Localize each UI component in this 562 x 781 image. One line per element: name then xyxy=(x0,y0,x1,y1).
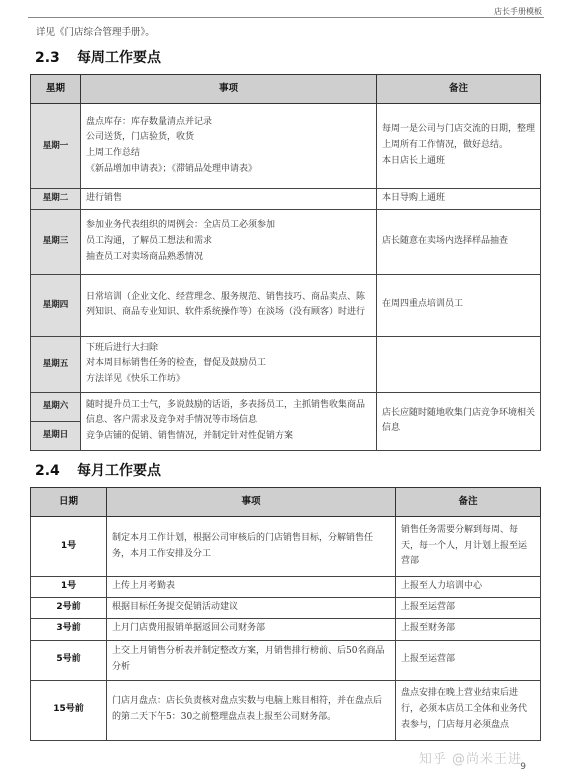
notes-cell xyxy=(396,680,541,740)
table-row xyxy=(31,597,541,618)
table-row xyxy=(31,209,541,274)
watermark: 知乎 @尚米王进 xyxy=(418,752,522,767)
day-cell: 星期日 xyxy=(31,421,81,450)
weekly-heading-title: 每周工作要点 xyxy=(77,50,161,66)
items-cell xyxy=(107,680,396,740)
notes-cell xyxy=(377,336,541,392)
weekly-header-row xyxy=(31,75,541,104)
note-line: 上报至运营部 xyxy=(401,601,456,612)
monthly-header-row xyxy=(31,488,541,517)
monthly-heading xyxy=(35,460,161,480)
table-row xyxy=(31,336,541,392)
table-row xyxy=(31,104,541,189)
item-line: 上月门店费用报销单据返回公司财务部 xyxy=(112,623,266,634)
item-line: 《新品增加申请表》；《滞销品处理申请表》 xyxy=(86,163,258,174)
date-cell: 5号前 xyxy=(31,640,107,680)
running-header: 店长手册模板 xyxy=(494,7,542,16)
table-row xyxy=(31,517,541,577)
page-number: 9 xyxy=(520,762,526,772)
weekly-col-items: 事项 xyxy=(81,75,377,104)
note-line: 销售任务需要分解到每周、每天，每一个人，月计划上报至运营部 xyxy=(401,524,528,567)
item-line: 制定本月工作计划，根据公司审核后的门店销售目标，分解销售任务，本月工作安排及分工 xyxy=(112,532,374,559)
items-cell xyxy=(107,640,396,680)
item-line: 上周工作总结 xyxy=(86,148,141,158)
weekly-heading xyxy=(35,47,161,67)
items-cell xyxy=(81,104,377,189)
day-cell: 星期六 xyxy=(31,392,81,421)
day-cell: 星期二 xyxy=(31,189,81,210)
weekly-col-day: 星期 xyxy=(31,75,81,104)
note-line: 上报至人力培训中心 xyxy=(401,581,483,591)
table-row xyxy=(31,189,541,210)
item-line: 门店月盘点：店长负责核对盘点实数与电脑上账目相符，并在盘点后的第二天下午5：30之前整理盘点表上报至公司财务部。 xyxy=(112,696,383,722)
notes-cell xyxy=(396,517,541,577)
item-line: 上交上月销售分析表并制定整改方案，月销售排行榜前、后50名商品分析 xyxy=(112,646,385,672)
item-line: 根据目标任务提交促销活动建议 xyxy=(112,601,239,612)
monthly-heading-number: 2.4 xyxy=(35,463,60,479)
item-line: 公司送货，门店验货，收货 xyxy=(86,132,195,143)
items-cell xyxy=(107,577,396,598)
date-cell: 1号 xyxy=(31,517,107,577)
monthly-col-notes: 备注 xyxy=(396,488,541,517)
table-row xyxy=(31,392,541,421)
table-row xyxy=(31,274,541,336)
weekly-col-notes: 备注 xyxy=(377,75,541,104)
note-line: 盘点安排在晚上营业结束后进行，必须本店员工全体和业务代表参与，门店每月必须盘点 xyxy=(401,688,528,730)
note-line: 店长应随时随地收集门店竞争环境相关信息 xyxy=(382,407,536,434)
notes-cell xyxy=(396,577,541,598)
notes-cell xyxy=(377,392,541,450)
items-cell xyxy=(81,209,377,274)
weekly-heading-number: 2.3 xyxy=(35,50,60,66)
note-line: 每周一是公司与门店交流的日期，整理上周所有工作情况，做好总结。 xyxy=(382,124,536,151)
items-cell xyxy=(107,517,396,577)
items-cell xyxy=(107,597,396,618)
monthly-table xyxy=(30,487,541,741)
notes-cell xyxy=(377,274,541,336)
item-line: 日常培训（企业文化、经营理念、服务规范、销售技巧、商品卖点、陈列知识、商品专业知识、软件系统操作等）在淡场（没有顾客）时进行 xyxy=(86,291,366,318)
notes-cell xyxy=(377,104,541,189)
notes-cell xyxy=(396,618,541,640)
day-cell: 星期五 xyxy=(31,336,81,392)
note-line: 在周四重点培训员工 xyxy=(382,299,464,310)
day-cell: 星期四 xyxy=(31,274,81,336)
notes-cell xyxy=(396,640,541,680)
item-line: 员工沟通，了解员工想法和需求 xyxy=(86,235,213,246)
items-cell xyxy=(107,618,396,640)
item-line: 参加业务代表组织的周例会：全店员工必须参加 xyxy=(86,220,276,231)
item-line: 竞争店铺的促销、销售情况，并制定针对性促销方案 xyxy=(86,431,294,442)
items-cell xyxy=(81,274,377,336)
monthly-heading-title: 每月工作要点 xyxy=(77,463,161,479)
items-cell xyxy=(81,392,377,450)
item-line: 抽查员工对卖场商品熟悉情况 xyxy=(86,251,204,262)
note-line: 店长随意在卖场内选择样品抽查 xyxy=(382,235,509,246)
day-cell: 星期三 xyxy=(31,209,81,274)
note-line: 上报至财务部 xyxy=(401,623,456,634)
items-cell xyxy=(81,336,377,392)
date-cell: 15号前 xyxy=(31,680,107,740)
item-line: 下班后进行大扫除 xyxy=(86,342,159,353)
item-line: 随时提升员工士气，多说鼓励的话语，多表扬员工，主抓销售收集商品信息、客户需求及竞争对手情况等市场信息 xyxy=(86,399,366,426)
header-rule xyxy=(28,17,544,18)
note-line: 上报至运营部 xyxy=(401,654,456,665)
item-line: 方法详见《快乐工作坊》 xyxy=(86,374,186,385)
weekly-table xyxy=(30,74,541,451)
item-line: 上传上月考勤表 xyxy=(112,581,176,591)
date-cell: 3号前 xyxy=(31,618,107,640)
monthly-col-items: 事项 xyxy=(107,488,396,517)
date-cell: 2号前 xyxy=(31,597,107,618)
table-row xyxy=(31,577,541,598)
monthly-col-date: 日期 xyxy=(31,488,107,517)
notes-cell xyxy=(377,189,541,210)
note-line: 本日店长上通班 xyxy=(382,155,446,166)
intro-text: 详见《门店综合管理手册》。 xyxy=(36,27,155,38)
note-line: 本日导购上通班 xyxy=(382,193,446,203)
item-line: 对本周目标销售任务的检查，督促及鼓励员工 xyxy=(86,358,267,369)
notes-cell xyxy=(377,209,541,274)
day-cell: 星期一 xyxy=(31,104,81,189)
items-cell xyxy=(81,189,377,210)
table-row xyxy=(31,618,541,640)
table-row xyxy=(31,640,541,680)
table-row xyxy=(31,680,541,740)
item-line: 盘点库存：库存数量清点并记录 xyxy=(86,116,213,127)
item-line: 进行销售 xyxy=(86,193,123,203)
date-cell: 1号 xyxy=(31,577,107,598)
notes-cell xyxy=(396,597,541,618)
